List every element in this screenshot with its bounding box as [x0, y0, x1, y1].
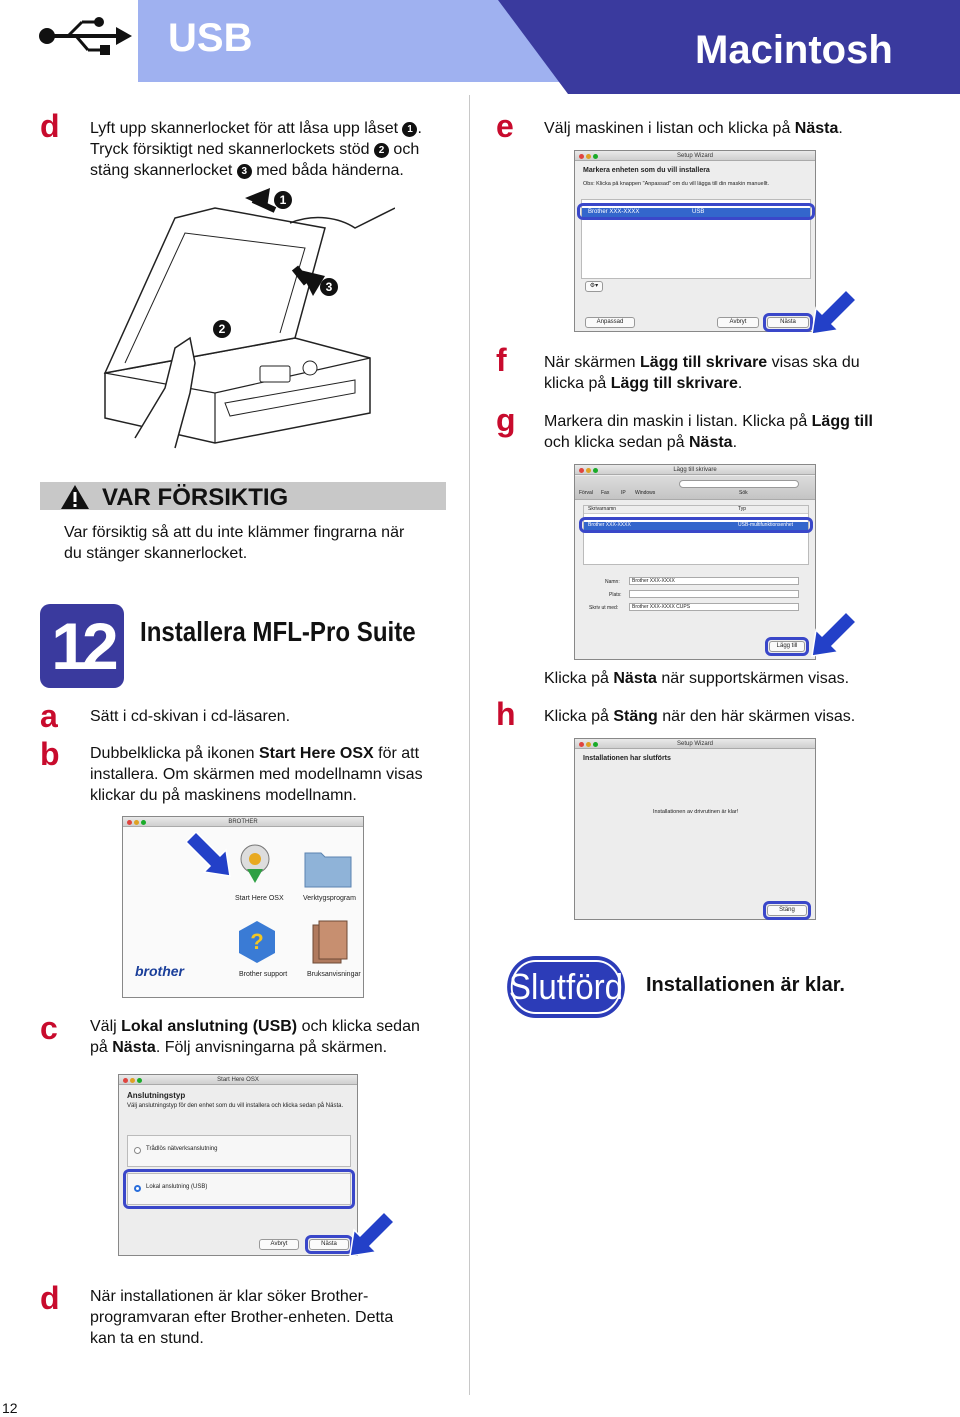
- printer-row-selected[interactable]: Brother XXX-XXXX USB-multifunktionsenhet: [584, 522, 808, 530]
- step-text: När installationen är klar söker Brother- programvaran efter Brother-enheten. Detta kan ta en stund.: [90, 1288, 394, 1347]
- warning-icon: [60, 484, 90, 510]
- next-button[interactable]: Nästa: [309, 1239, 349, 1250]
- step-letter: b: [40, 736, 60, 772]
- toolbar-item[interactable]: Förval: [579, 490, 593, 496]
- dialog-heading: Markera enheten som du vill installera: [583, 167, 710, 174]
- window-titlebar: Start Here OSX: [119, 1075, 357, 1085]
- column-divider: [469, 95, 470, 1395]
- start-here-icon: [233, 841, 277, 885]
- callout-number: 2: [374, 143, 389, 158]
- dialog-note: Obs: Klicka på knappen "Anpassad" om du vill lägga till din maskin manuellt.: [583, 181, 770, 187]
- selection-highlight: [123, 1169, 355, 1209]
- column-header[interactable]: Typ: [738, 506, 747, 512]
- window-titlebar: BROTHER: [123, 817, 363, 827]
- field-label: Skriv ut med:: [589, 605, 619, 611]
- step-text: Markera din maskin i listan. Klicka på Lägg till och klicka sedan på Nästa.: [544, 413, 873, 451]
- icon-label: Start Here OSX: [235, 895, 284, 902]
- step-letter: g: [496, 402, 516, 438]
- option-wireless[interactable]: Trådlös nätverksanslutning: [127, 1135, 351, 1167]
- finder-window-screenshot: [122, 816, 364, 998]
- next-button[interactable]: Nästa: [767, 317, 809, 328]
- icon-label: Bruksanvisningar: [307, 971, 361, 978]
- icon-label: Brother support: [239, 971, 288, 978]
- step-letter: a: [40, 698, 58, 734]
- folder-icon: [303, 847, 353, 889]
- callout-number: 1: [402, 122, 417, 137]
- pointer-arrow-icon: [348, 1212, 394, 1258]
- printer-list[interactable]: [583, 505, 809, 565]
- step-letter: e: [496, 108, 514, 144]
- dialog-heading: Anslutningstyp: [127, 1091, 186, 1100]
- svg-text:?: ?: [250, 929, 264, 954]
- step-text: När skärmen Lägg till skrivare visas ska du klicka på Lägg till skrivare.: [544, 354, 860, 392]
- dialog-heading: Installationen har slutförts: [583, 755, 671, 762]
- step-letter: c: [40, 1010, 58, 1046]
- toolbar-item[interactable]: Windows: [635, 490, 656, 496]
- callout-3: 3: [325, 280, 333, 294]
- cancel-button[interactable]: Avbryt: [717, 317, 759, 328]
- support-icon: [235, 917, 279, 967]
- window-titlebar: Lägg till skrivare: [575, 465, 815, 475]
- manuals-icon: [307, 917, 351, 967]
- selection-highlight: [577, 203, 815, 220]
- printer-scanner-lid-illustration: [95, 188, 395, 458]
- window-titlebar: Setup Wizard: [575, 151, 815, 161]
- setup-wizard-select-screenshot: [574, 150, 816, 332]
- toolbar-item[interactable]: Fax: [601, 490, 610, 496]
- step-text: Lyft upp skannerlocket för att låsa upp låset 1 . Tryck försiktigt ned skannerlockets stöd 2 och stäng skannerlocket 3 med båda händerna.: [90, 120, 422, 179]
- step-text: Välj maskinen i listan och klicka på Nästa.: [544, 120, 843, 137]
- finished-badge: Slutförd: [507, 956, 625, 1018]
- column-header[interactable]: Skrivarnamn: [588, 506, 617, 512]
- caution-title: VAR FÖRSIKTIG: [102, 484, 289, 511]
- icon-label: Verktygsprogram: [303, 895, 356, 902]
- step-letter: f: [496, 342, 507, 378]
- close-button[interactable]: Stäng: [767, 905, 807, 916]
- callout-2: 2: [218, 322, 226, 336]
- toolbar: [575, 476, 815, 500]
- connection-type-window-screenshot: [118, 1074, 358, 1256]
- pointer-arrow-icon: [810, 290, 856, 336]
- custom-button[interactable]: Anpassad: [585, 317, 635, 328]
- step-text: Sätt i cd-skivan i cd-läsaren.: [90, 708, 291, 725]
- button-highlight: [305, 1235, 353, 1254]
- step-letter: h: [496, 696, 516, 732]
- button-highlight: [763, 901, 811, 920]
- selection-highlight: [579, 517, 813, 533]
- step-number-badge: 12: [40, 604, 124, 688]
- radio-button[interactable]: [134, 1147, 141, 1154]
- header-usb-title: USB: [168, 16, 253, 60]
- device-row-selected[interactable]: Brother XXX-XXXX USB: [582, 208, 810, 217]
- place-field[interactable]: [629, 590, 799, 598]
- button-highlight: [765, 637, 809, 656]
- field-label: Namn:: [605, 579, 620, 585]
- driver-select[interactable]: Brother XXX-XXXX CUPS: [629, 603, 799, 611]
- button-highlight: [763, 313, 813, 332]
- usb-icon: [38, 14, 134, 58]
- step-letter: d: [40, 108, 60, 144]
- gear-button[interactable]: ⚙▾: [585, 281, 603, 292]
- dialog-subtitle: Välj anslutningstyp för den enhet som du vill installera och klicka sedan på Nästa.: [127, 1103, 344, 1109]
- name-field[interactable]: Brother XXX-XXXX: [629, 577, 799, 585]
- step-text: Klicka på Nästa när supportskärmen visas.: [544, 670, 850, 687]
- cancel-button[interactable]: Avbryt: [259, 1239, 299, 1250]
- header-os-title: Macintosh: [695, 28, 893, 72]
- step-text: Dubbelklicka på ikonen Start Here OSX för att installera. Om skärmen med modellnamn visas klickar du på maskinens modellnamn.: [90, 745, 423, 804]
- pointer-arrow-icon: [186, 832, 232, 878]
- dialog-message: Installationen av drivrutinen är klar!: [653, 809, 739, 815]
- step-text: Välj Lokal anslutning (USB) och klicka sedan på Nästa. Följ anvisningarna på skärmen.: [90, 1018, 420, 1056]
- field-label: Plats:: [609, 592, 622, 598]
- option-usb[interactable]: Lokal anslutning (USB): [127, 1173, 351, 1205]
- brother-logo: brother: [135, 963, 184, 979]
- add-printer-screenshot: [574, 464, 816, 660]
- step-letter: d: [40, 1280, 60, 1316]
- window-titlebar: Setup Wizard: [575, 739, 815, 749]
- search-input[interactable]: [679, 480, 799, 488]
- callout-number: 3: [237, 164, 252, 179]
- search-label: Sök: [739, 490, 748, 496]
- caution-text: Var försiktig så att du inte klämmer fingrarna när du stänger skannerlocket.: [64, 524, 405, 562]
- setup-complete-screenshot: [574, 738, 816, 920]
- toolbar-item[interactable]: IP: [621, 490, 626, 496]
- step-title: Installera MFL-Pro Suite: [140, 616, 416, 647]
- add-button[interactable]: Lägg till: [769, 641, 805, 652]
- page-number: 12: [2, 1400, 18, 1416]
- step-text: Klicka på Stäng när den här skärmen visas.: [544, 708, 856, 725]
- callout-1: 1: [279, 193, 287, 207]
- finished-text: Installationen är klar.: [646, 974, 845, 996]
- pointer-arrow-icon: [810, 612, 856, 658]
